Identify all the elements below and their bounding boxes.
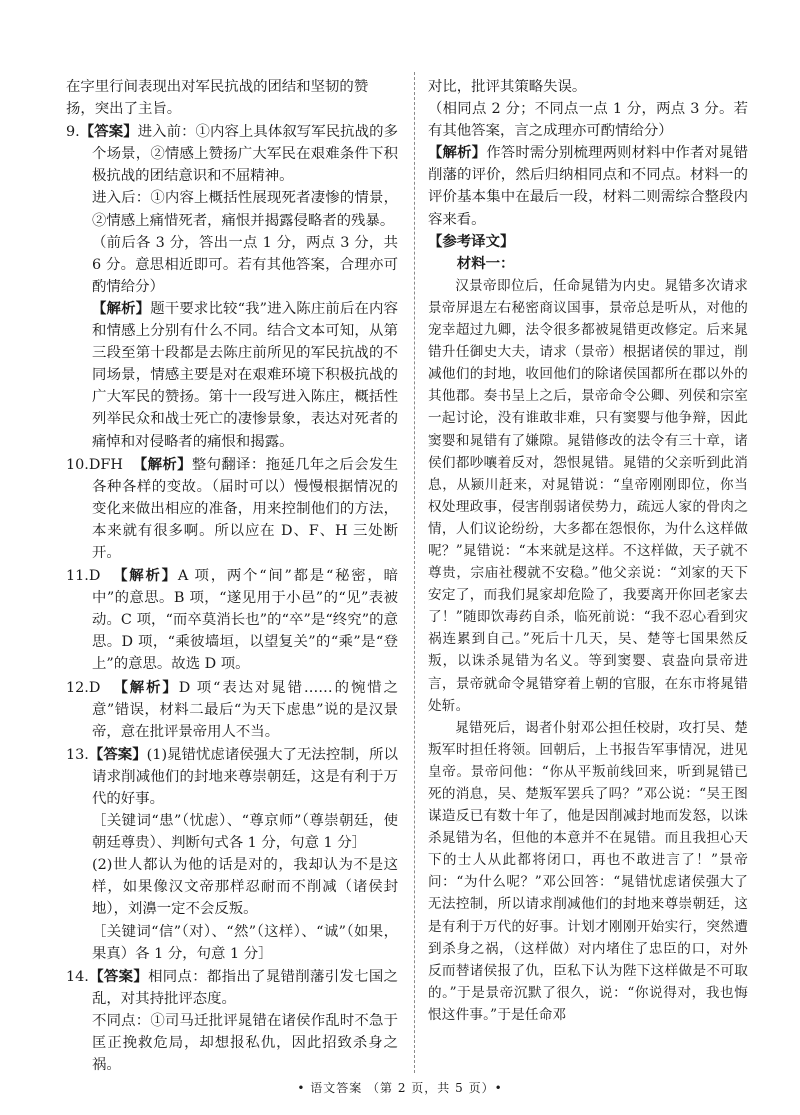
q11-number: 11. [66, 568, 89, 585]
q14-analysis-tag: 【解析】 [428, 144, 487, 162]
q13-number: 13. [66, 746, 89, 763]
q10-analysis-tag: 【解析】 [132, 455, 192, 473]
translation-paragraph-1: 汉景帝即位后，任命晁错为内史。晁错多次请求景帝屏退左右秘密商议国事，景帝总是听从，对他的宠幸超过九卿，法令很多都被晁错更改修定。后来晁错升任御史大夫，请求（景帝）根据诸侯的罪过，削减他们的封地，收回他们的除诸侯国都所在郡以外的其他郡。奏书呈上之后，景帝命令公卿、列侯和宗室一起讨论，没有谁敢非难，只有窦婴与他争辩，因此窦婴和晁错有了嫌隙。晁错修改的法令有三十章，诸侯们都吵嚷着反对，怨恨晁错。晁错的父亲听到此消息，从颍川赶来，对晁错说：“皇帝刚刚即位，你当权处理政事，侵害削弱诸侯势力，疏远人家的骨肉之情，人们议论纷纷，大多都在怨恨你，为什么这样做呢？”晁错说：“本来就是这样。不这样做，天子就不尊贵，宗庙社稷就不安稳。”他父亲说：“刘家的天下安定了，而我们晁家却危险了，我要离开你回老家去了！”随即饮毒药自杀，临死前说：“我不忍心看到灾祸连累到自己。”死后十几天，吴、楚等七国果然反叛，以诛杀晁错为名义。等到窦婴、袁盎向景帝进言，景帝就命令晁错穿着上朝的官服，在东市将晁错处斩。 [428, 277, 748, 714]
question-13 [66, 744, 398, 810]
q10-number: 10. [66, 456, 89, 473]
reference-translation-heading: 【参考译文】 [428, 232, 515, 250]
q14-answer-tag: 【答案】 [88, 967, 149, 985]
page-footer: • 语文答案 （第 2 页，共 5 页）• [297, 1081, 503, 1095]
column-divider [414, 72, 415, 1073]
q9-after: 进入后：①内容上概括性展现死者凄惨的情景，②情感上痛惜死者，痛恨并揭露侵略者的残暴。 [92, 190, 398, 229]
q9-answer: 进入前：①内容上具体叙写军民抗战的多个场景，②情感上赞扬广大军民在艰难条件下积极抗战的团结意识和不屈精神。 [92, 124, 398, 185]
q11-answer: D [88, 568, 101, 585]
q9-number: 9. [66, 124, 80, 141]
q12-analysis-text: D 项“表达对晁错……的惋惜之意”错误，材料二最后“为天下虑患”说的是汉景帝，意在批评景帝用人不当。 [92, 679, 398, 740]
q12-answer: D [88, 679, 101, 696]
q9-analysis-tag: 【解析】 [92, 299, 151, 317]
q14-number: 14. [66, 968, 89, 985]
material-one-heading: 材料一： [456, 254, 515, 272]
q10-analysis-text: 整句翻译：拖延几年之后会发生各种各样的变故。（届时可以）慢慢根据情况的变化来做出相应的准备，用来控制他们的方法，本来就有很多啊。所以应在 D、F、H 三处断开。 [92, 456, 398, 561]
q9-score: （前后各 3 分，答出一点 1 分，两点 3 分，共 6 分。意思相近即可。若有其他答案，合理亦可酌情给分） [92, 234, 398, 295]
q13-answer-tag: 【答案】 [88, 745, 147, 763]
q13-answer-2: (2)世人都认为他的话是对的，我却认为不是这样，如果像汉文帝那样忍耐而不削减（诸侯封地），刘濞一定不会反叛。 [92, 857, 398, 918]
q11-analysis-tag: 【解析】 [113, 567, 178, 585]
right-column [428, 76, 748, 1075]
left-column [66, 76, 398, 1075]
q9-analysis-text: 题干要求比较“我”进入陈庄前后在内容和情感上分别有什么不同。结合文本可知，从第三段至第十段都是去陈庄前所见的军民抗战的不同场景，情感主要是对在艰难环境下积极抗战的广大军民的赞扬。第十一段写进入陈庄，概括性列举民众和战士死亡的凄惨景象，表达对死者的痛悼和对侵略者的痛恨和揭露。 [92, 300, 398, 450]
prev-answer-line2: 扬，突出了主旨。 [66, 101, 182, 118]
q11-analysis-text: A 项，两个“间”都是“秘密，暗中”的意思。B 项，“遂见用于小邑”的“见”表被动。C 项，“而卒莫消长也”的“卒”是“终究”的意思。D 项，“乘彼墙垣，以望复关”的“乘”是“登上”的意思。故选 D 项。 [92, 568, 398, 673]
translation-paragraph-2: 晁错死后，谒者仆射邓公担任校尉，攻打吴、楚叛军时担任将领。回朝后，上书报告军事情况，进见皇帝。景帝问他：“你从平叛前线回来，听到晁错已死的消息，吴、楚叛军罢兵了吗？”邓公说：“吴王图谋造反已有数十年了，他是因削减封地而发怒，以诛杀晁错为名，但他的本意并不在晁错。而且我担心天下的士人从此都将闭口，再也不敢进言了！”景帝问：“为什么呢？”邓公回答：“晁错忧虑诸侯强大了无法控制，所以请求削减他们的封地来尊崇朝廷，这是有利于万代的好事。计划才刚刚开始实行，突然遭到杀身之祸，（这样做）对内堵住了忠臣的口，对外反而替诸侯报了仇，臣私下认为陛下这样做是不可取的。”于是景帝沉默了很久，说：“你说得对，我也悔恨这件事。”于是任命邓 [428, 719, 748, 1023]
question-11 [66, 565, 398, 675]
q14-score: （相同点 2 分；不同点一点 1 分，两点 3 分。若有其他答案，言之成理亦可酌情给分） [428, 101, 748, 140]
prev-answer-tail [66, 76, 398, 120]
q14-same: 相同点：都指出了晁错削藩引发七国之乱，对其持批评态度。 [92, 968, 398, 1007]
prev-answer-line1: 在字里行间表现出对军民抗战的团结和坚韧的赞 [66, 79, 369, 95]
q9-analysis [66, 298, 398, 453]
q14-diff-1: 不同点：①司马迁批评晁错在诸侯作乱时不急于匡正挽救危局，却想报私仇，因此招致杀身之祸。 [92, 1012, 398, 1074]
q12-number: 12. [66, 679, 89, 696]
q9-answer-tag: 【答案】 [79, 123, 138, 141]
q14-continued: 对比，批评其策略失误。 [428, 79, 587, 95]
question-12 [66, 677, 398, 743]
question-10 [66, 454, 398, 564]
q12-analysis-tag: 【解析】 [113, 678, 179, 696]
question-14 [66, 966, 398, 1010]
q13-keywords-2: ［关键词“信”（对）、“然”（这样）、“诚”（如果，果真）各 1 分，句意 1 分］ [92, 923, 398, 962]
question-9 [66, 121, 398, 187]
q13-answer-1: (1)晁错忧虑诸侯强大了无法控制，所以请求削减他们的封地来尊崇朝廷，这是有利于万代的好事。 [92, 746, 398, 807]
q14-analysis-text: 作答时需分别梳理两则材料中作者对晁错削藩的评价，然后归纳相同点和不同点。材料一的评价基本集中在最后一段，材料二则需综合整段内容来看。 [428, 145, 748, 228]
q10-answer: DFH [88, 456, 123, 473]
q13-keywords-1: ［关键词“患”（忧虑）、“尊京师”（尊崇朝廷，使朝廷尊贵）、判断句式各 1 分，句意 1 分］ [92, 813, 398, 852]
q14-analysis [428, 142, 748, 230]
